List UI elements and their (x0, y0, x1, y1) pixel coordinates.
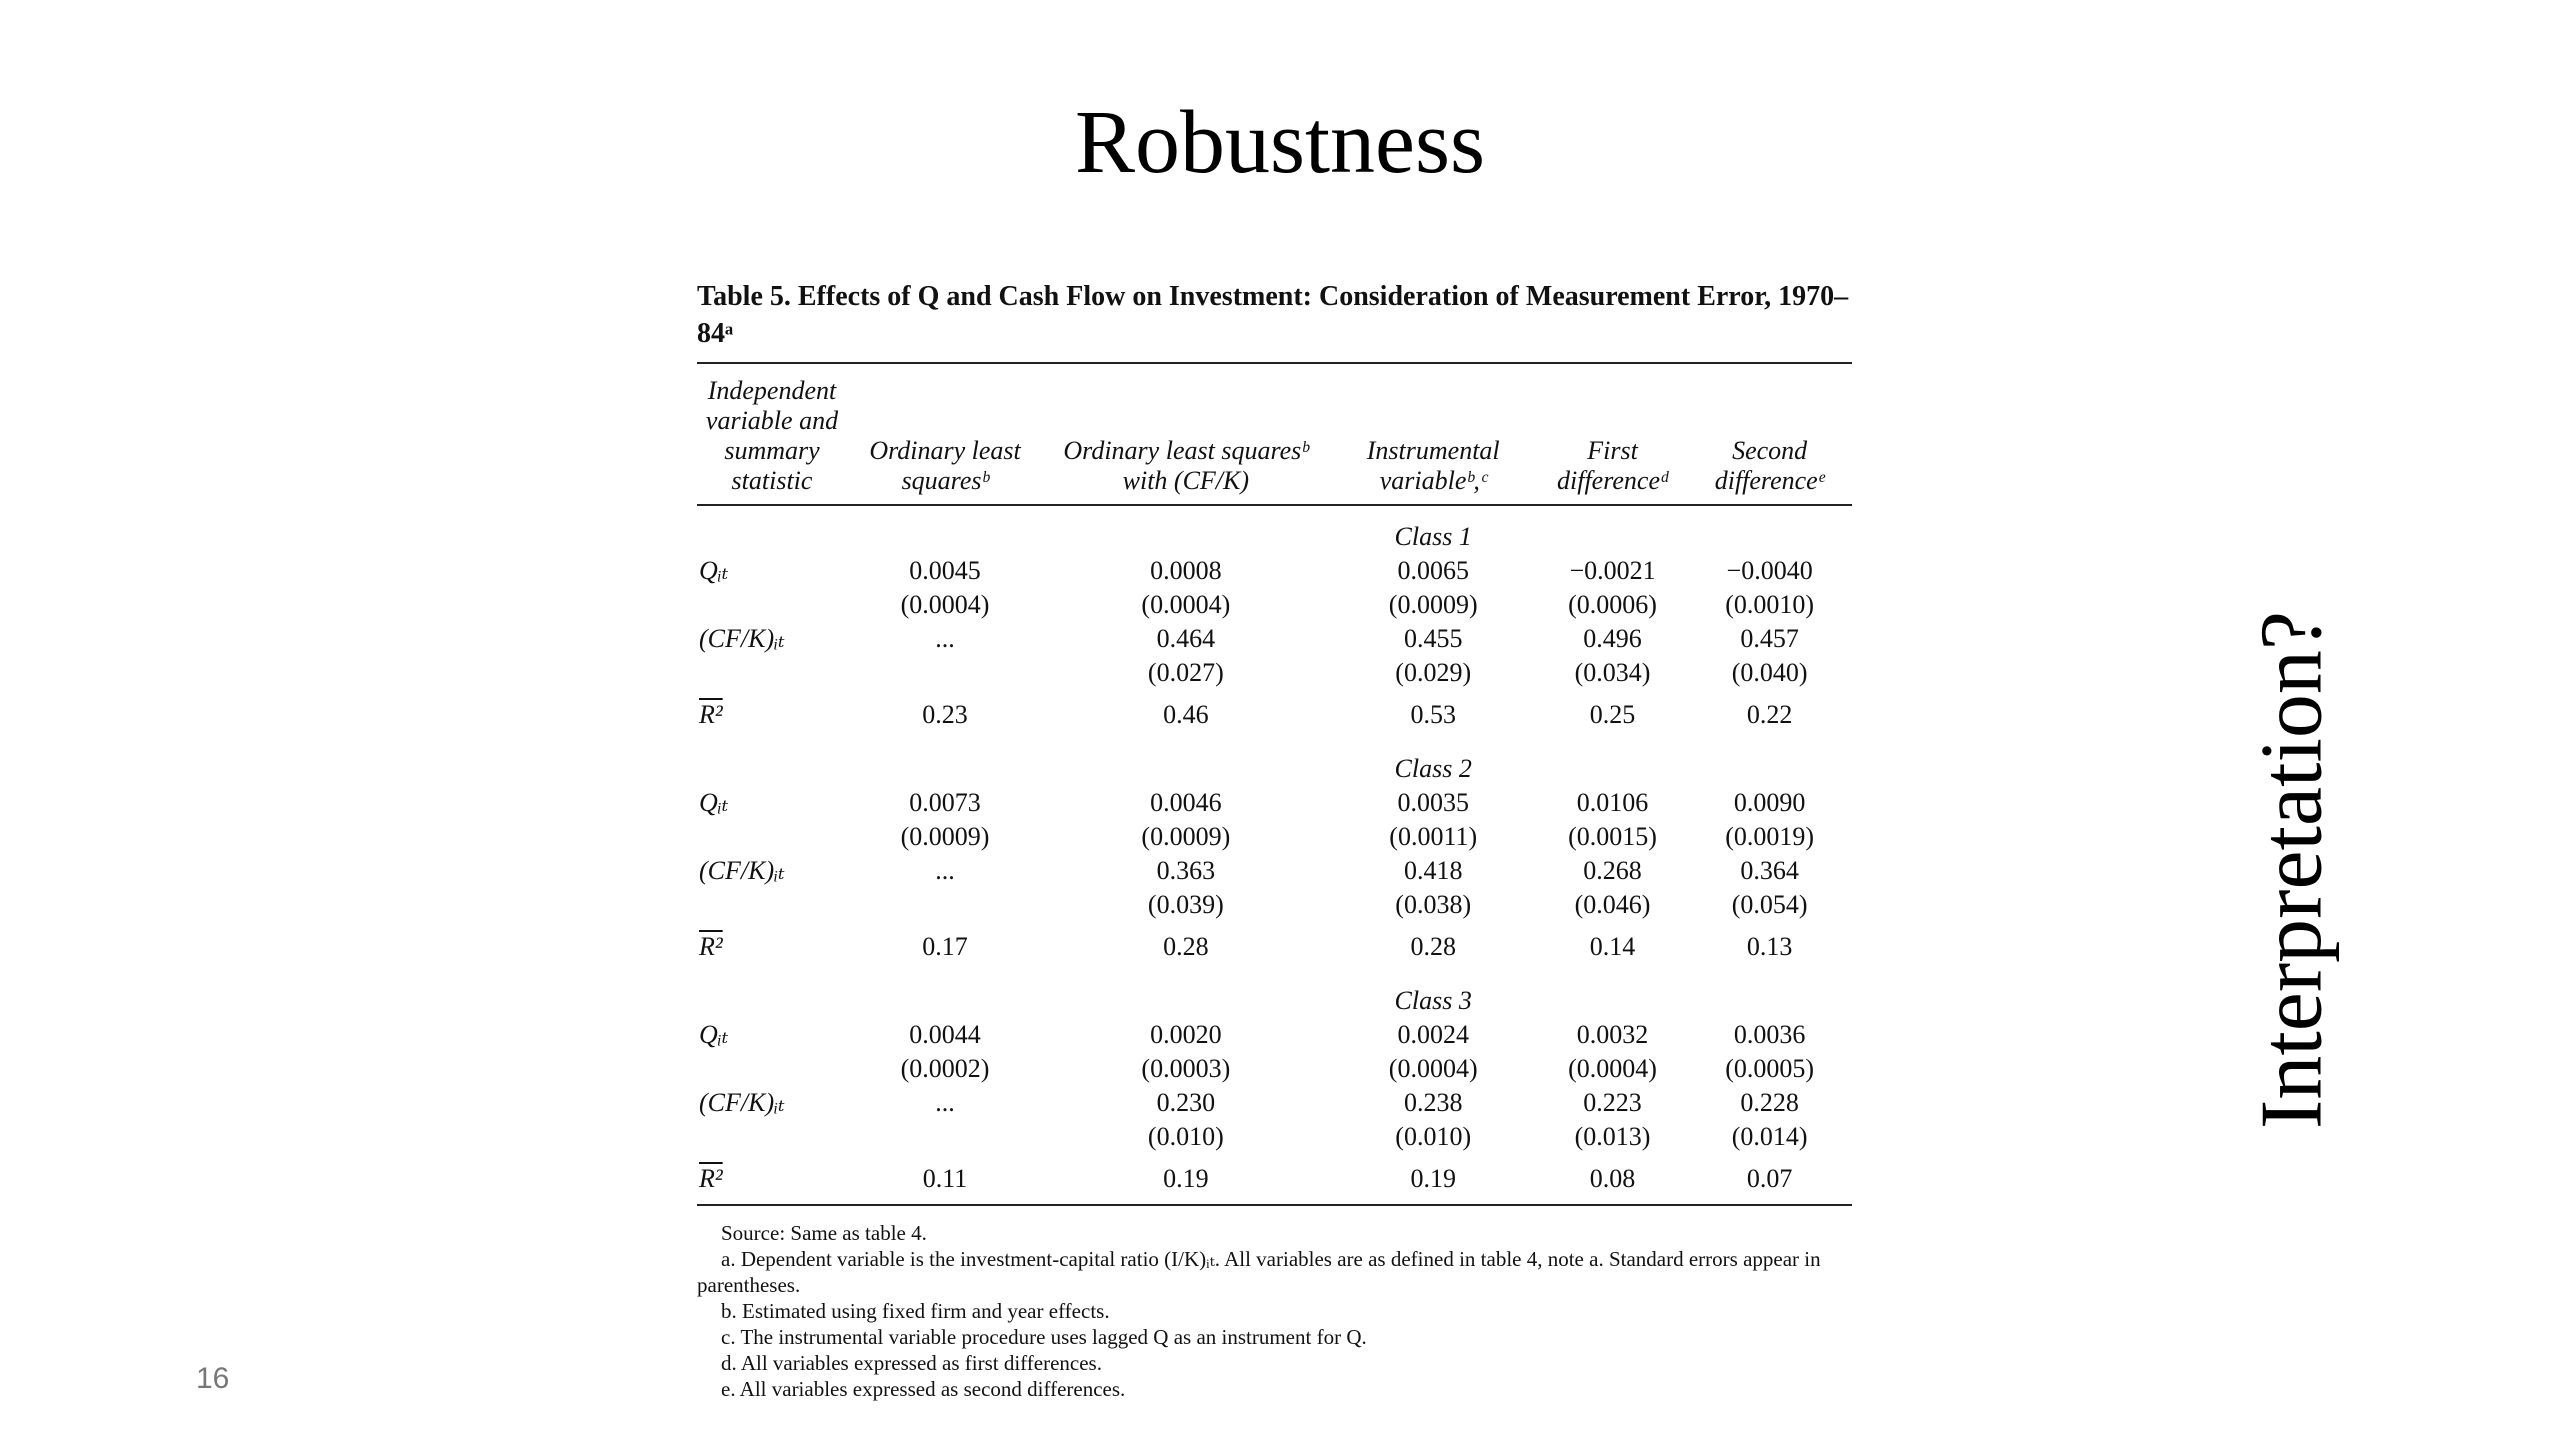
standard-error-cell: (0.0009) (900, 822, 990, 851)
r-squared-row (697, 1154, 1852, 1205)
standard-error-cell: (0.0009) (1388, 590, 1478, 619)
coefficient-cell: 0.230 (1156, 1088, 1216, 1117)
table-note: Source: Same as table 4. (721, 1221, 927, 1245)
standard-error-row (697, 588, 1852, 622)
coefficient-cell: 0.223 (1583, 1088, 1642, 1117)
r-squared-cell: 0.19 (1329, 1154, 1538, 1205)
coefficient-cell: ... (935, 624, 955, 653)
coefficient-cell: 0.268 (1583, 856, 1642, 885)
standard-error-spacer (697, 588, 847, 622)
standard-error-cell (847, 656, 1043, 690)
r-squared-label-cell (697, 1154, 847, 1205)
variable-label: Qᵢₜ (699, 788, 729, 817)
coefficient-row (697, 554, 1852, 588)
coefficient-cell: 0.0024 (1397, 1020, 1469, 1049)
coefficient-cell: 0.0036 (1733, 1020, 1806, 1049)
standard-error-cell: (0.010) (1395, 1122, 1472, 1151)
standard-error-cell: (0.027) (1147, 658, 1224, 687)
r-squared-cell: 0.11 (847, 1154, 1043, 1205)
coefficient-cell: ... (935, 1088, 955, 1117)
standard-error-cell: (0.046) (1574, 890, 1651, 919)
r-squared-label: R² (699, 1164, 723, 1193)
r-squared-cell: 0.28 (1163, 932, 1209, 961)
coefficient-cell: 0.0090 (1733, 788, 1806, 817)
class-row (697, 505, 1852, 554)
standard-error-row (697, 888, 1852, 922)
class-row-spacer (697, 505, 847, 554)
r-squared-cell: 0.28 (1410, 932, 1456, 961)
coefficient-cell: 0.363 (1156, 856, 1216, 885)
standard-error-cell: (0.0011) (1389, 822, 1478, 851)
variable-label: (CF/K)ᵢₜ (699, 1088, 785, 1117)
standard-error-cell (847, 1120, 1043, 1154)
r-squared-label-cell (697, 690, 847, 738)
coefficient-cell: 0.457 (1740, 624, 1799, 653)
results-body (697, 505, 1852, 1205)
coefficient-cell: 0.0046 (1150, 788, 1222, 817)
coefficient-row (697, 622, 1852, 656)
class-row-spacer (1538, 738, 1687, 786)
r-squared-label-cell (697, 922, 847, 970)
class-row-spacer (1687, 505, 1852, 554)
class-row-spacer (1538, 970, 1687, 1018)
coefficient-cell: 0.0044 (909, 1020, 981, 1049)
standard-error-cell: (0.029) (1395, 658, 1472, 687)
table-caption: Table 5. Effects of Q and Cash Flow on Investment: Consideration of Measurement Error, 1970–84ᵃ (697, 281, 1849, 349)
standard-error-cell: (0.0004) (1141, 590, 1231, 619)
r-squared-cell: 0.17 (922, 932, 968, 961)
r-squared-cell: 0.53 (1410, 700, 1456, 729)
coefficient-cell: 0.0106 (1576, 788, 1649, 817)
coefficient-cell: 0.496 (1583, 624, 1642, 653)
column-header-first-difference: First differenceᵈ (1538, 364, 1687, 505)
standard-error-cell: (0.0009) (1141, 822, 1231, 851)
class-row-spacer (697, 738, 847, 786)
class-row-spacer (1043, 505, 1329, 554)
class-label: Class 1 (1394, 522, 1472, 551)
standard-error-cell: (0.0004) (1388, 1054, 1478, 1083)
table-figure (697, 278, 1852, 1402)
coefficient-cell: 0.238 (1403, 1088, 1463, 1117)
coefficient-row (697, 786, 1852, 820)
interpretation-note: Interpretation? (2243, 611, 2341, 1129)
coefficient-cell: 0.0065 (1397, 556, 1469, 585)
coefficient-cell: 0.364 (1740, 856, 1799, 885)
r-squared-cell: 0.46 (1163, 700, 1209, 729)
standard-error-cell: (0.0004) (900, 590, 990, 619)
r-squared-row (697, 690, 1852, 738)
r-squared-label: R² (699, 932, 723, 961)
standard-error-cell: (0.0003) (1141, 1054, 1231, 1083)
coefficient-cell: 0.455 (1403, 624, 1463, 653)
variable-label: Qᵢₜ (699, 1020, 729, 1049)
standard-error-cell: (0.013) (1574, 1122, 1651, 1151)
standard-error-cell: (0.010) (1147, 1122, 1224, 1151)
coefficient-cell: ... (935, 856, 955, 885)
page-number: 16 (196, 1362, 230, 1395)
class-row-spacer (847, 505, 1043, 554)
standard-error-spacer (697, 1120, 847, 1154)
standard-error-cell: (0.014) (1731, 1122, 1808, 1151)
r-squared-label: R² (699, 700, 723, 729)
column-header-ols-cfk: Ordinary least squaresᵇ with (CF/K) (1043, 364, 1329, 505)
coefficient-cell: 0.0032 (1576, 1020, 1649, 1049)
r-squared-cell: 0.14 (1589, 932, 1636, 961)
standard-error-cell: (0.0015) (1568, 822, 1657, 851)
coefficient-cell: 0.0045 (909, 556, 981, 585)
table-note: e. All variables expressed as second differences. (721, 1377, 1126, 1401)
standard-error-cell: (0.0005) (1725, 1054, 1815, 1083)
coefficient-cell: 0.0073 (909, 788, 981, 817)
class-row-spacer (1043, 738, 1329, 786)
r-squared-cell: 0.08 (1538, 1154, 1687, 1205)
class-row-spacer (1687, 738, 1852, 786)
column-header-iv: Instrumental variableᵇ,ᶜ (1329, 364, 1538, 505)
coefficient-row (697, 1086, 1852, 1120)
r-squared-cell: 0.19 (1043, 1154, 1329, 1205)
coefficient-row (697, 1018, 1852, 1052)
standard-error-cell: (0.034) (1574, 658, 1651, 687)
standard-error-row (697, 1120, 1852, 1154)
r-squared-cell: 0.23 (922, 700, 968, 729)
standard-error-cell: (0.0002) (900, 1054, 990, 1083)
results-table (697, 364, 1852, 1206)
coefficient-cell: 0.0035 (1397, 788, 1469, 817)
standard-error-row (697, 1052, 1852, 1086)
class-label: Class 2 (1394, 754, 1472, 783)
column-header-second-difference: Second differenceᵉ (1687, 364, 1852, 505)
class-row-spacer (1043, 970, 1329, 1018)
standard-error-cell: (0.039) (1147, 890, 1224, 919)
coefficient-cell: 0.0020 (1150, 1020, 1222, 1049)
variable-label: (CF/K)ᵢₜ (699, 624, 785, 653)
standard-error-cell: (0.0010) (1725, 590, 1815, 619)
standard-error-spacer (697, 656, 847, 690)
variable-label: (CF/K)ᵢₜ (699, 856, 785, 885)
r-squared-cell: 0.25 (1589, 700, 1636, 729)
standard-error-cell: (0.054) (1731, 890, 1808, 919)
column-header-ols: Ordinary least squaresᵇ (847, 364, 1043, 505)
standard-error-cell (847, 888, 1043, 922)
class-row-spacer (1687, 970, 1852, 1018)
table-note: b. Estimated using fixed firm and year effects. (721, 1299, 1110, 1323)
coefficient-row (697, 854, 1852, 888)
class-row-spacer (1538, 505, 1687, 554)
coefficient-cell: 0.228 (1740, 1088, 1799, 1117)
table-note: d. All variables expressed as first differences. (721, 1351, 1102, 1375)
standard-error-spacer (697, 1052, 847, 1086)
class-row-spacer (847, 970, 1043, 1018)
class-row (697, 738, 1852, 786)
table-note: a. Dependent variable is the investment-capital ratio (I/K)ᵢₜ. All variables are as defined in table 4, note a. Standard errors appear in parentheses. (697, 1247, 1821, 1297)
column-header-variable: Independent variable and summary statistic (697, 364, 847, 505)
header-row (697, 364, 1852, 505)
r-squared-cell: 0.22 (1746, 700, 1793, 729)
standard-error-spacer (697, 888, 847, 922)
standard-error-row (697, 656, 1852, 690)
standard-error-spacer (697, 820, 847, 854)
class-row (697, 970, 1852, 1018)
standard-error-cell: (0.0006) (1568, 590, 1657, 619)
slide-title: Robustness (1074, 93, 1486, 192)
coefficient-cell: −0.0021 (1569, 556, 1656, 585)
class-label: Class 3 (1394, 986, 1472, 1015)
coefficient-cell: −0.0040 (1726, 556, 1813, 585)
r-squared-row (697, 922, 1852, 970)
table-note: c. The instrumental variable procedure uses lagged Q as an instrument for Q. (721, 1325, 1367, 1349)
r-squared-cell: 0.07 (1687, 1154, 1852, 1205)
standard-error-cell: (0.038) (1395, 890, 1472, 919)
variable-label: Qᵢₜ (699, 556, 729, 585)
table-notes (697, 1220, 1852, 1402)
standard-error-cell: (0.0004) (1568, 1054, 1657, 1083)
standard-error-row (697, 820, 1852, 854)
coefficient-cell: 0.464 (1156, 624, 1216, 653)
r-squared-cell: 0.13 (1746, 932, 1793, 961)
class-row-spacer (847, 738, 1043, 786)
standard-error-cell: (0.0019) (1725, 822, 1815, 851)
standard-error-cell: (0.040) (1731, 658, 1808, 687)
class-row-spacer (697, 970, 847, 1018)
coefficient-cell: 0.418 (1403, 856, 1463, 885)
coefficient-cell: 0.0008 (1150, 556, 1222, 585)
